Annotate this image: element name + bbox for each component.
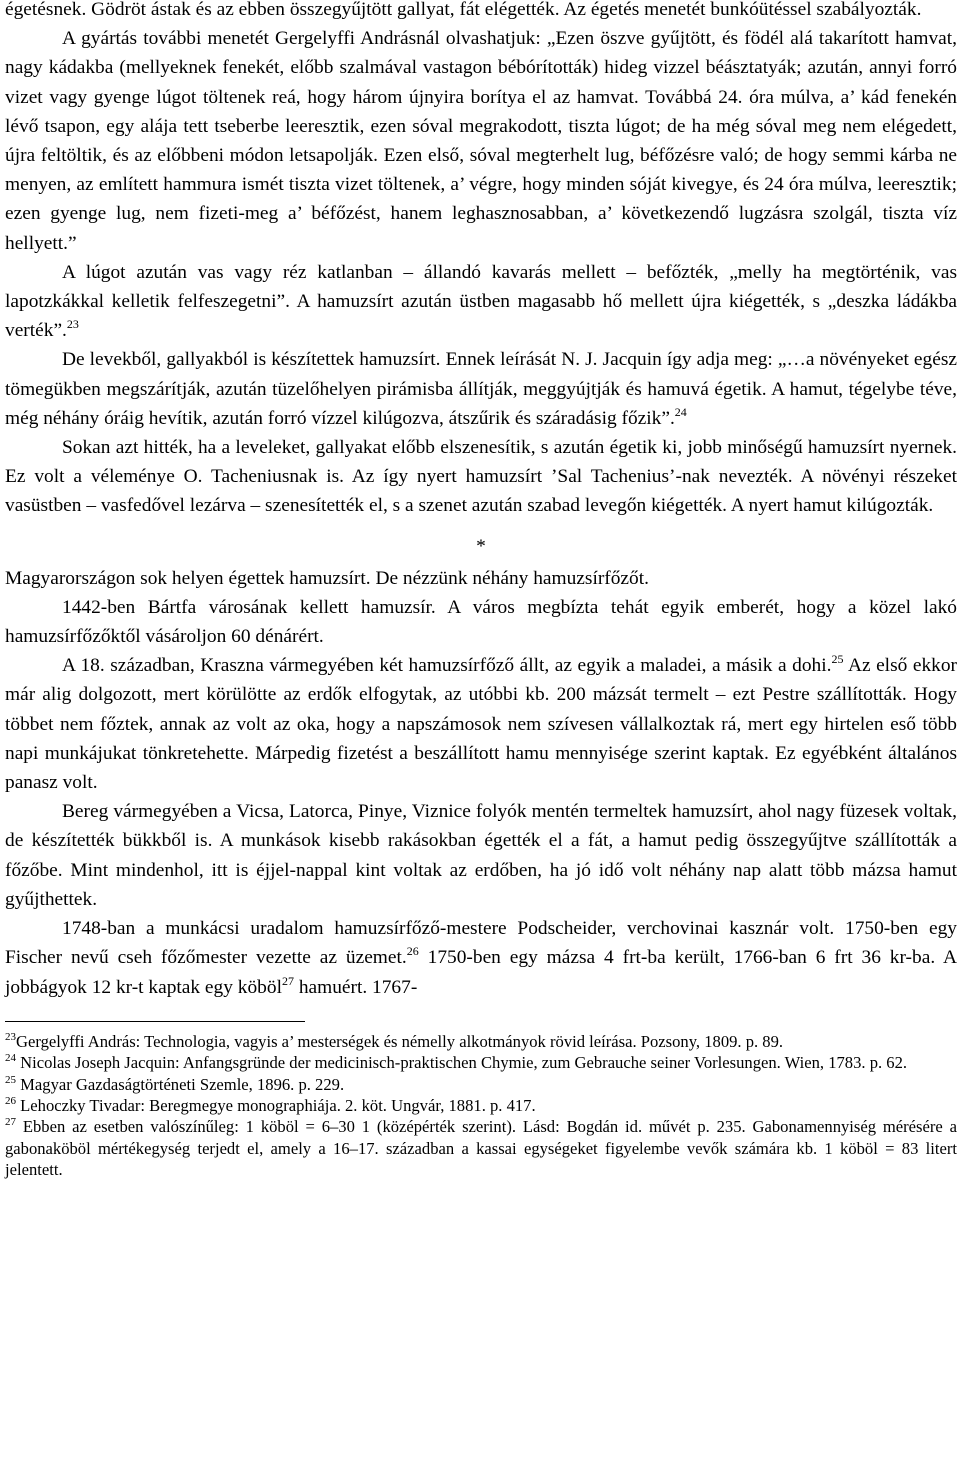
footnote-ref-25[interactable]: 25 xyxy=(831,652,844,667)
footnote-ref-27[interactable]: 27 xyxy=(281,973,294,988)
footnote-text: Gergelyffi András: Technologia, vagyis a’ mesterségek és némelly alkotmányok rövid leírása. Pozsony, 1809. p. 89. xyxy=(16,1031,784,1051)
paragraph-10 xyxy=(5,914,957,1002)
paragraph-1: égetésnek. Gödröt ástak és az ebben összegyűjtött gallyat, fát elégették. Az égetés menetét bunkóütéssel szabályozták. xyxy=(5,0,922,20)
footnote-25 xyxy=(5,1074,957,1095)
section-separator: * xyxy=(476,535,486,557)
footnote-number: 25 xyxy=(5,1073,16,1086)
paragraph-10-text-b: 1750-ben egy mázsa 4 frt-ba került, 1766-ban 6 frt 36 kr-ba. A jobbágyok 12 kr-t kaptak egy köböl xyxy=(5,947,957,998)
footnote-text: Nicolas Joseph Jacquin: Anfangsgründe der medicinisch-praktischen Chymie, zum Gebrauche seiner Vorlesungen. Wien, 1783. p. 62. xyxy=(16,1053,908,1073)
paragraph-8 xyxy=(5,651,957,797)
paragraph-6: Magyarországon sok helyen égettek hamuzsírt. De nézzünk néhány hamuzsírfőzőt. xyxy=(5,567,649,589)
document-page xyxy=(5,0,957,1181)
footnote-24 xyxy=(5,1052,957,1073)
footnotes xyxy=(5,1031,957,1181)
footnote-number: 23 xyxy=(5,1030,16,1043)
paragraph-7: 1442-ben Bártfa városának kellett hamuzsír. A város megbízta tehát egyik emberét, hogy a közel lakó hamuzsírfőzőktől vásároljon 60 dénárért. xyxy=(5,596,957,648)
paragraph-3 xyxy=(5,258,957,346)
footnote-divider xyxy=(5,1021,305,1022)
paragraph-10-text-c: hamuért. 1767- xyxy=(298,976,418,998)
footnote-27 xyxy=(5,1116,957,1180)
footnote-ref-26[interactable]: 26 xyxy=(406,944,419,959)
footnote-ref-24[interactable]: 24 xyxy=(674,404,687,419)
paragraph-8-text-b: Az első ekkor már alig dolgozott, mert körülötte az erdők elfogytak, az utóbbi kb. 200 mázsát termelt – ezt Pestre szállították. Hogy többet nem főztek, annak az volt az oka, hogy a napszámosok nem szívesen vállalkoztak rá, mert egy hirtelen eső több napi munkájukat tönkretehette. Márpedig fizetést a beszállított hamu mennyisége szerint kaptak. Ez egyébként általános panasz volt. xyxy=(5,655,957,794)
footnote-text: Ebben az esetben valószínűleg: 1 köböl = 6–30 1 (középérték szerint). Lásd: Bogdán id. művét p. 235. Gabonamennyiség mérésére a gabonaköböl mértékegység terjedt el, amely a 16–17. században a kassai egységeket figyelembe vevők számára kb. 1 köböl = 83 litert jelentett. xyxy=(5,1117,957,1180)
paragraph-9: Bereg vármegyében a Vicsa, Latorca, Pinye, Viznice folyók mentén termeltek hamuzsírt, ahol nagy füzesek voltak, de készítették bükkből is. A munkások kisebb rakásokban égették el a fát, a hamut pedig összegyűjtve szállították a főzőbe. Mint mindenhol, itt is éjjel-nappal kint voltak az erdőben, ha jó idő volt néhány nap alatt több mázsa hamut gyűjthettek. xyxy=(5,801,957,910)
paragraph-4-text: De levekből, gallyakból is készítettek hamuzsírt. Ennek leírását N. J. Jacquin így adja meg: „…a növényeket egész tömegükben megszárítják, azután tüzelőhelyen pirámisba állítják, meggyújtják és hamuvá égetik. A hamut, tégelybe téve, még néhány óráig hevítik, azután forró vízzel kilúgozva, átszűrik és száradásig főzik”. xyxy=(5,349,957,429)
footnote-26 xyxy=(5,1095,957,1116)
footnote-text: Lehoczky Tivadar: Beregmegye monographiája. 2. köt. Ungvár, 1881. p. 417. xyxy=(16,1095,536,1115)
footnote-number: 27 xyxy=(5,1116,16,1129)
footnote-ref-23[interactable]: 23 xyxy=(66,317,79,332)
paragraph-3-text: A lúgot azután vas vagy réz katlanban – állandó kavarás mellett – befőzték, „melly ha megtörténik, vas lapotzkákkal kelletik felfeszegetni”. A hamuzsírt azután üstben magasabb hő mellett újra kiégették, s „deszka ládákba verték”. xyxy=(5,261,957,342)
footnote-23 xyxy=(5,1031,957,1052)
footnote-number: 26 xyxy=(5,1094,16,1107)
paragraph-8-text-a: A 18. században, Kraszna vármegyében két hamuzsírfőző állt, az egyik a maladei, a másik a dohi. xyxy=(62,655,832,677)
footnote-number: 24 xyxy=(5,1052,16,1065)
paragraph-10-text-a: 1748-ban a munkácsi uradalom hamuzsírfőző-mestere Podscheider, verchovinai kasznár volt. 1750-ben egy Fischer nevű cseh főzőmester vezette az üzemet. xyxy=(5,918,957,969)
paragraph-4 xyxy=(5,345,957,433)
paragraph-2: A gyártás további menetét Gergelyffi Andrásnál olvashatjuk: „Ezen öszve gyűjtött, és födél alá takarított hamvat, nagy kádakba (mellyeknek fenekét, előbb szalmával vastagon bébórították) hideg vizzel béásztatyák; azután, annyi forró vizet vagy gyenge lúgot töltenek reá, hogy három újnyira borítya el az hamvat. Továbbá 24. óra múlva, a’ kád fenekén lévő tsapon, egy alája tett tseberbe leeresztik, ezen sóval megrakodott, tiszta lúgot; de ha még sóval meg nem elégedett, újra feltöltik, és az előbbeni módon letsapolják. Ezen első, sóval megterhelt lug, béfőzésre való; de hogy semmi kárba ne menyen, az említett hammura ismét tiszta vizet töltenek, a’ végre, hogy minden sóját kivegye, és 24 óra múlva, leeresztik; ezen gyenge lug, nem fizeti-meg a’ béfőzést, hanem leghasznosabban, a’ következendő lugzásra szolgál, tiszta víz hellyett.” xyxy=(5,28,957,254)
footnote-text: Magyar Gazdaságtörténeti Szemle, 1896. p. 229. xyxy=(16,1074,345,1094)
paragraph-5: Sokan azt hitték, ha a leveleket, gallyakat előbb elszenesítik, s azután égetik ki, jobb minőségű hamuzsírt nyernek. Ez volt a véleménye O. Tacheniusnak is. Az így nyert hamuzsírt ’Sal Tachenius’-nak nevezték. A növényi részeket vasüstben – vasfedővel lezárva – szenesítették el, s a szenet azután szabad levegőn kiégették. A nyert hamut kilúgozták. xyxy=(5,437,957,517)
